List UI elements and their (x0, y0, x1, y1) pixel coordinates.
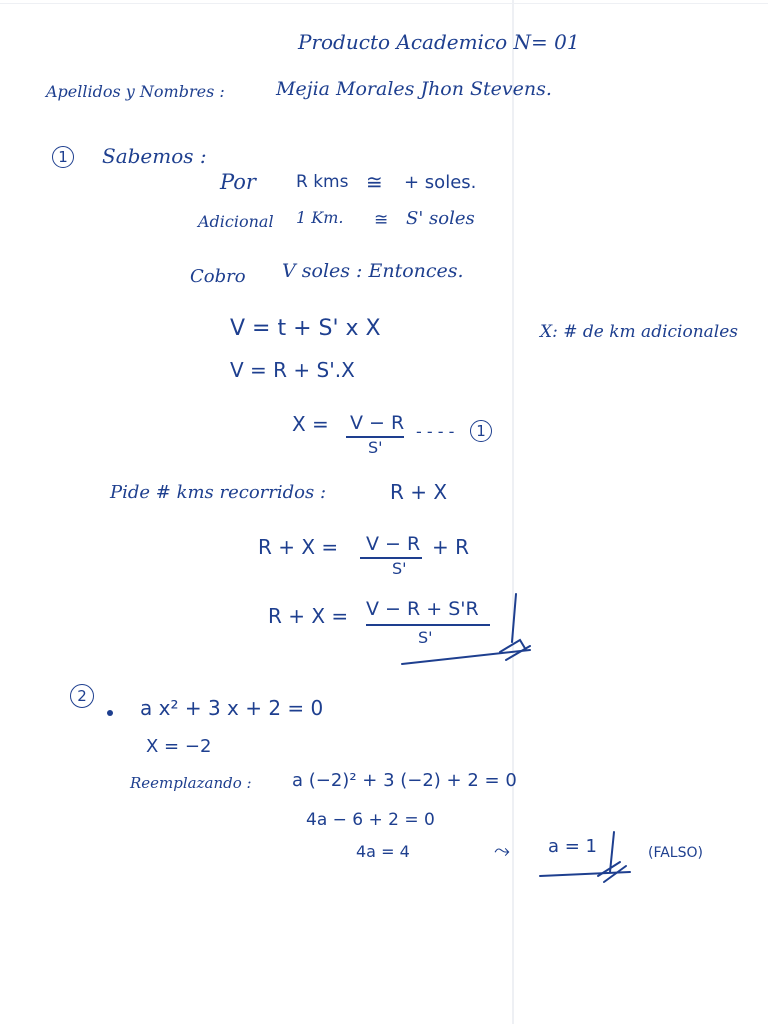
problem-number-2: 2 (70, 684, 94, 708)
step-2: 4a = 4 (356, 842, 410, 861)
equation-3-denominator: S' (392, 559, 407, 578)
names-value: Mejia Morales Jhon Stevens. (276, 78, 552, 100)
page-title: Producto Academico N= 01 (298, 30, 580, 54)
substitution: a (−2)² + 3 (−2) + 2 = 0 (292, 770, 517, 791)
r-kms: R kms (296, 172, 349, 192)
problem-number-1: 1 (52, 146, 74, 168)
answer-2-check-icon (598, 832, 626, 882)
verdict-falso: (FALSO) (648, 845, 703, 861)
x-denominator: S' (368, 438, 383, 457)
equation-3-lhs: R + X = (258, 535, 339, 559)
por-label: Por (220, 170, 256, 194)
approx-symbol-2: ≅ (374, 210, 389, 230)
s-soles: S' soles (406, 208, 475, 229)
t-soles: + soles. (404, 172, 477, 193)
step-1: 4a − 6 + 2 = 0 (306, 810, 435, 830)
approx-symbol-1: ≅ (366, 170, 383, 194)
equation-2: V = R + S'.X (230, 358, 355, 382)
equation-4-numerator: V − R + S'R (366, 598, 479, 620)
v-soles-entonces: V soles : Entonces. (282, 260, 464, 282)
implies-arrow: ⤳ (494, 838, 510, 862)
equation-1: V = t + S' x X (230, 316, 381, 341)
names-label: Apellidos y Nombres : (46, 82, 225, 101)
adicional-label: Adicional (198, 212, 274, 231)
pide-expression: R + X (390, 480, 448, 504)
reemplazando-label: Reemplazando : (130, 774, 252, 792)
result-a: a = 1 (548, 836, 598, 857)
x-definition: X: # de km adicionales (540, 322, 739, 342)
sabemos-label: Sabemos : (102, 144, 207, 168)
equation-4-lhs: R + X = (268, 604, 349, 628)
one-km: 1 Km. (296, 208, 344, 227)
quadratic-equation: a x² + 3 x + 2 = 0 (140, 696, 324, 720)
pide-kms-recorridos: Pide # kms recorridos : (110, 482, 327, 503)
equation-3-tail: + R (432, 535, 470, 559)
x-value: X = −2 (146, 736, 212, 757)
cobro-label: Cobro (190, 266, 246, 287)
equation-4-denominator: S' (418, 628, 433, 647)
reference-mark-1: 1 (470, 420, 492, 442)
x-numerator: V − R (350, 412, 405, 434)
x-equals: X = (292, 412, 329, 436)
equation-3-numerator: V − R (366, 533, 421, 555)
reference-dots: - - - - (416, 422, 455, 441)
